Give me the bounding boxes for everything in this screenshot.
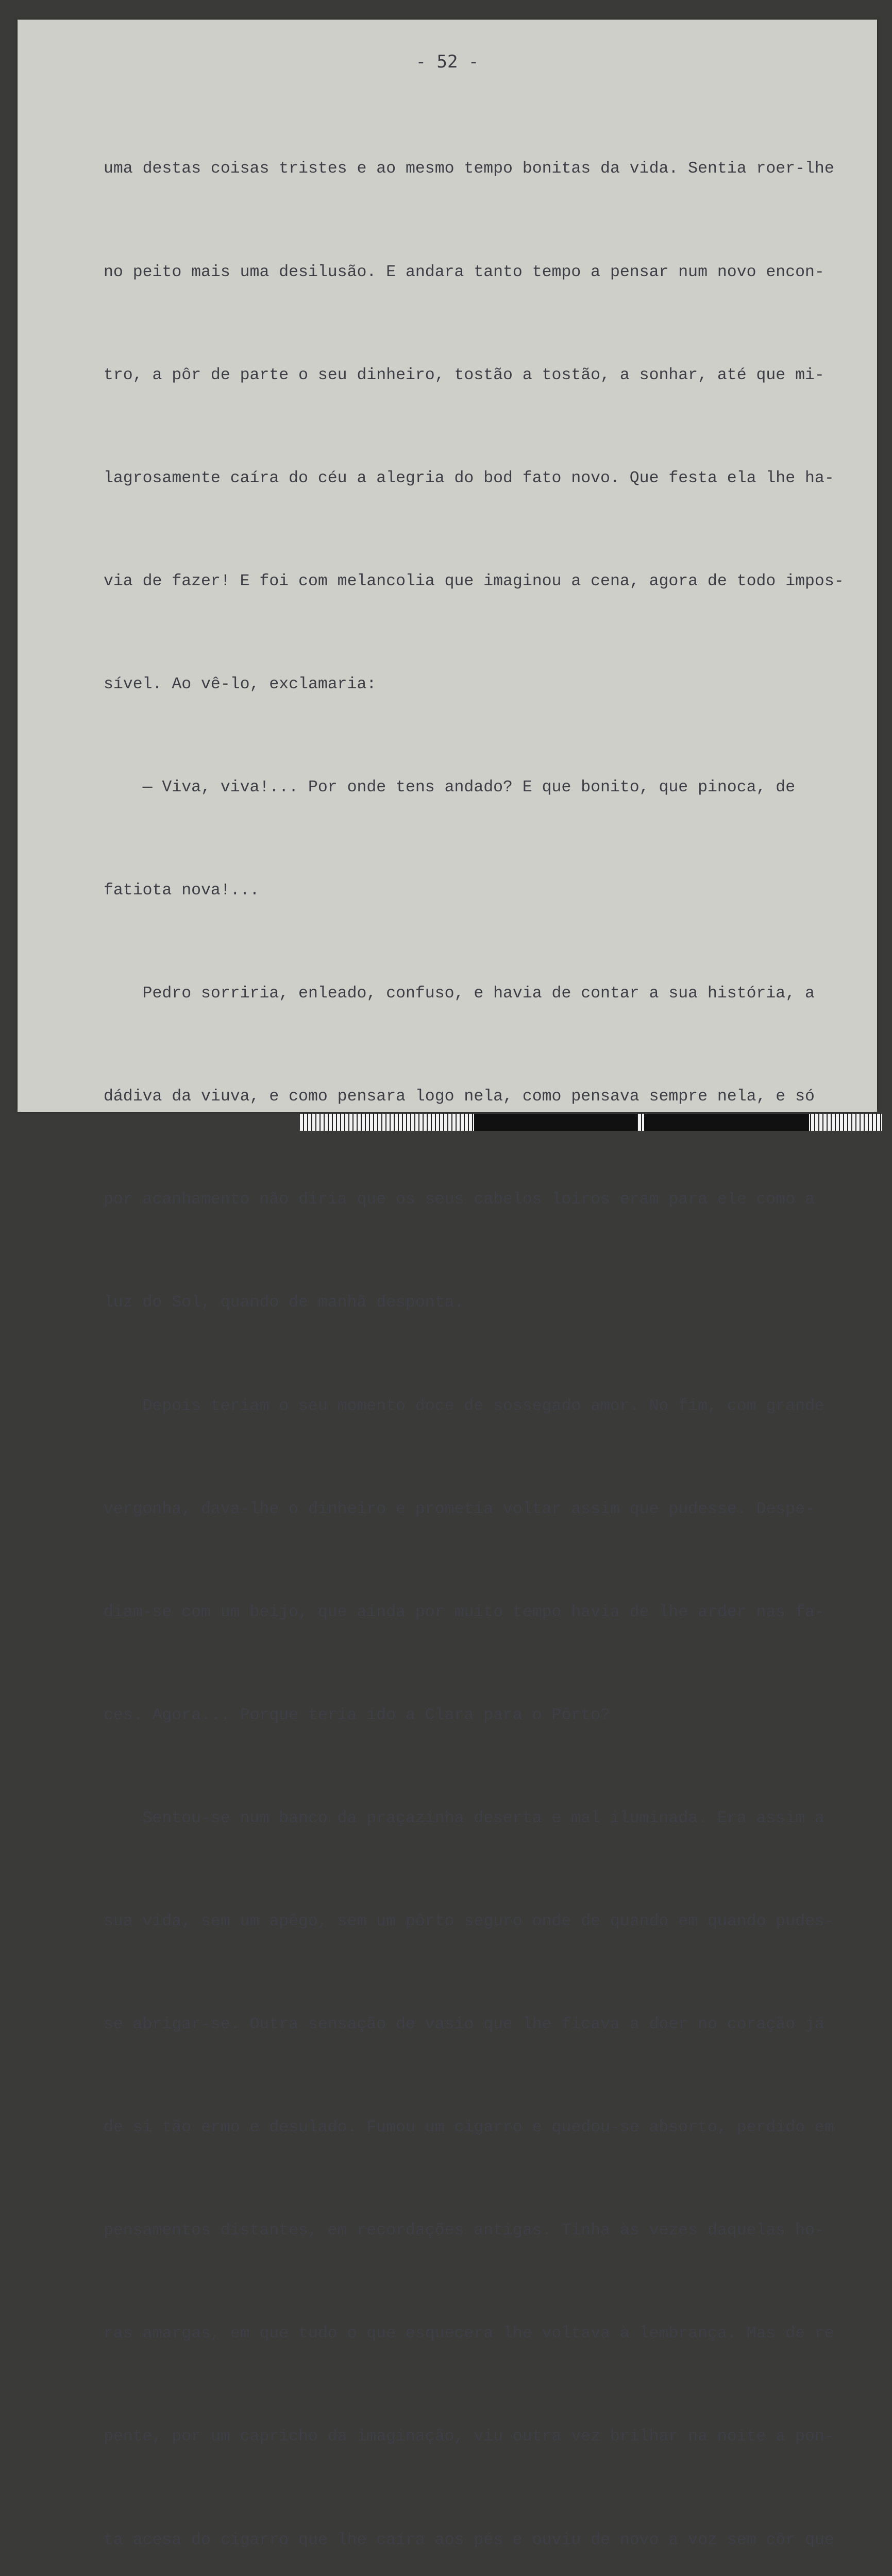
- text-line: Depois teriam o seu momento doce de sossegado amor. No fim, com grande: [104, 1397, 824, 1415]
- body-text: [104, 83, 877, 2576]
- text-line: ces. Agora... Porque teria ido a Clara para o Pôrto?: [104, 1706, 610, 1724]
- text-line: via de fazer! E foi com melancolia que imaginou a cena, agora de todo impos-: [104, 572, 844, 590]
- text-line: Sentou-se num banco da praçazinha deserta e mal iluminada. Era assim a: [104, 1809, 824, 1827]
- text-line: lagrosamente caíra do céu a alegria do bod fato novo. Que festa ela lhe ha-: [104, 469, 834, 487]
- text-line: fatiota nova!...: [104, 882, 260, 900]
- text-line: de si tão ermo e desulado. Fumou um cigarro e quedou-se absorto, perdido em: [104, 2119, 834, 2137]
- text-line: ras amargas, em que tudo o que esquecera lhe voltava à lembrança. Mas de re: [104, 2325, 834, 2343]
- text-line: — Viva, viva!... Por onde tens andado? E que bonito, que pinoca, de: [104, 778, 796, 796]
- text-line: no peito mais uma desilusão. E andara tanto tempo a pensar num novo encon-: [104, 263, 824, 281]
- ruler-black-segment: [474, 1114, 637, 1131]
- text-line: tro, a pôr de parte o seu dinheiro, tostão a tostão, a sonhar, até que mi-: [104, 366, 824, 384]
- ruler-black-segment: [644, 1114, 809, 1131]
- page-number: - 52 -: [415, 52, 479, 72]
- text-line: se abrigar-se. Outra sensação de vasio que lhe ficava a doer no coração já: [104, 2015, 824, 2034]
- text-line: diam-se com um beijo, que ainda por muito tempo havia de lhe arder nas fa-: [104, 1603, 824, 1621]
- text-line: pensamentos distantes, em recordações antigas. Tinha às vezes daquelas ho-: [104, 2222, 824, 2240]
- text-line: pente, por um capricho da imaginação, viu outra vez brilhar na noite a pon-: [104, 2428, 834, 2446]
- text-line: ta acesa do cigarro que lhe caíra aos pés e ouviu de novo a voz sem côr que: [104, 2531, 834, 2549]
- text-line: uma destas coisas tristes e ao mesmo tempo bonitas da vida. Sentia roer-lhe: [104, 160, 834, 178]
- text-line: por acanhamento não diria que os seus cabelos loiros eram para ele como a: [104, 1191, 815, 1209]
- text-line: sua vida, sem um apêgo, sem um pôrto seguro onde de quando em quando pudes-: [104, 1912, 834, 1930]
- text-line: luz do Sol, quando de manhã desponta.: [104, 1294, 464, 1312]
- text-line: Pedro sorriria, enleado, confuso, e havia de contar a sua história, a: [104, 985, 815, 1003]
- text-line: vergonha, dava-lhe o dinheiro e prometia voltar assim que pudesse. Despe-: [104, 1500, 815, 1518]
- text-line: sível. Ao vê-lo, exclamaria:: [104, 675, 377, 693]
- typewritten-page: [18, 20, 877, 2549]
- text-line: dádiva da viuva, e como pensara logo nela, como pensava sempre nela, e só: [104, 1088, 815, 1106]
